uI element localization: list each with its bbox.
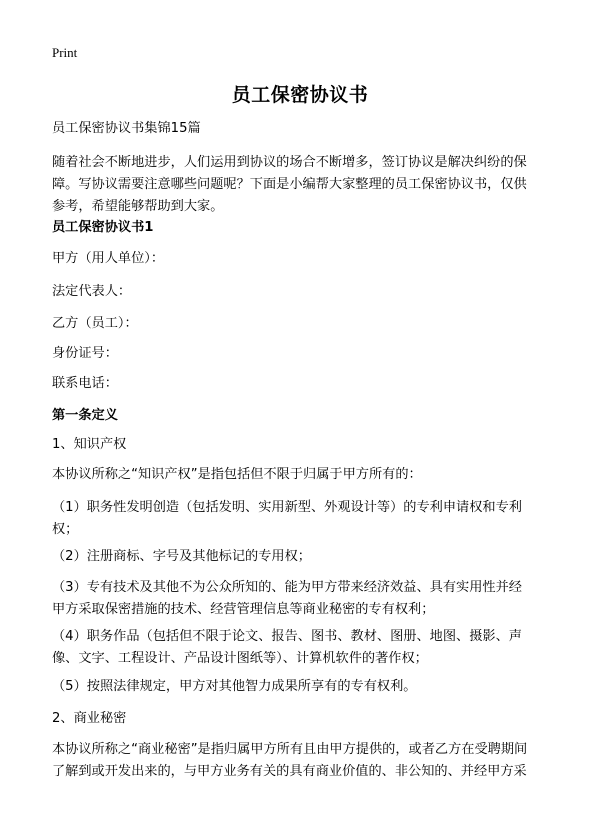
phone-field: 联系电话： [52, 376, 118, 391]
list-item-line: （3）专有技术及其他不为公众所知的、能为甲方带来经济效益、具有实用性并经 [52, 580, 522, 595]
ip-definition: 本协议所称之“知识产权”是指包括但不限于归属于甲方所有的： [52, 467, 422, 482]
print-label: Print [52, 45, 78, 60]
id-number-field: 身份证号： [52, 346, 118, 361]
list-item-1 [52, 497, 552, 541]
intro-line: 参考，希望能够帮助到大家。 [52, 199, 224, 214]
list-item-line: （4）职务作品（包括但不限于论文、报告、图书、教材、图册、地图、摄影、声 [52, 629, 522, 644]
list-item-3 [52, 577, 552, 621]
list-item-line: （1）职务性发明创造（包括发明、实用新型、外观设计等）的专利申请权和专利 [52, 500, 522, 515]
list-item-5: （5）按照法律规定，甲方对其他智力成果所享有的专有权利。 [52, 679, 417, 694]
document-subtitle: 员工保密协议书集锦15篇 [52, 121, 201, 136]
list-item-line: 像、文字、工程设计、产品设计图纸等）、计算机软件的著作权； [52, 651, 428, 666]
trade-secret-line: 了解到或开发出来的，与甲方业务有关的具有商业价值的、非公知的、并经甲方采 [52, 764, 527, 779]
list-item-4 [52, 626, 552, 670]
document-title: 员工保密协议书 [231, 84, 369, 106]
intro-line: 随着社会不断地进步，人们运用到协议的场合不断增多，签订协议是解决纠纷的保 [52, 155, 527, 170]
party-b-field: 乙方（员工）： [52, 316, 138, 331]
party-a-field: 甲方（用人单位）： [52, 251, 165, 266]
article-heading: 第一条定义 [52, 408, 118, 423]
trade-secret-definition [52, 739, 552, 783]
list-item-line: 甲方采取保密措施的技术、经营管理信息等商业秘密的专有权利； [52, 602, 435, 617]
list-item-2: （2）注册商标、字号及其他标记的专用权； [52, 549, 311, 564]
trade-secret-line: 本协议所称之“商业秘密”是指归属甲方所有且由甲方提供的，或者乙方在受聘期间 [52, 742, 528, 757]
section-heading: 员工保密协议书1 [52, 220, 154, 235]
trade-secret-subheading: 2、商业秘密 [52, 711, 127, 726]
list-item-line: 权； [52, 522, 79, 537]
intro-paragraph [52, 152, 552, 218]
ip-subheading: 1、知识产权 [52, 437, 127, 452]
intro-line: 障。写协议需要注意哪些问题呢？下面是小编帮大家整理的员工保密协议书，仅供 [52, 177, 527, 192]
legal-representative-field: 法定代表人： [52, 284, 132, 299]
